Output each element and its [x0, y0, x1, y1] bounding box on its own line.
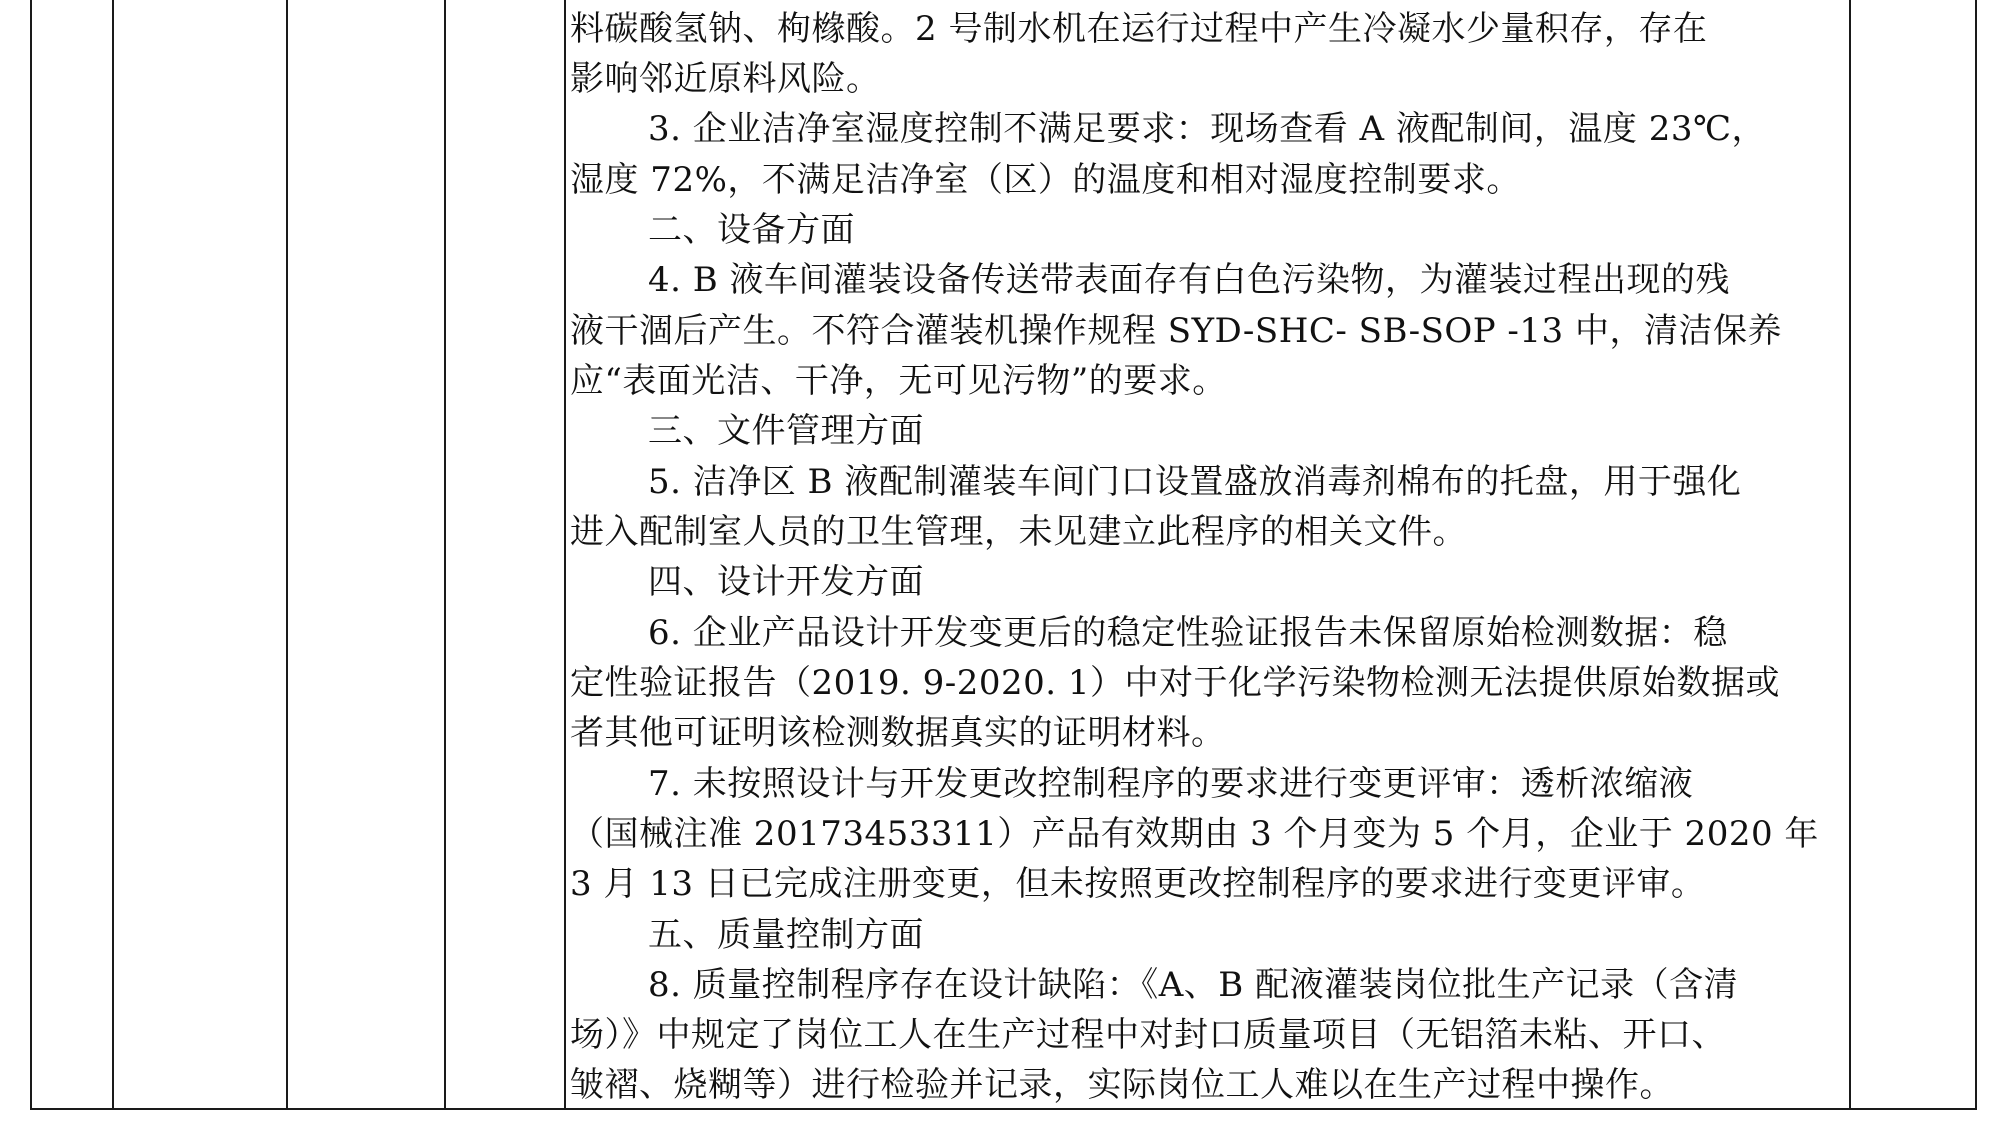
text-line: 液干涸后产生。不符合灌装机操作规程 SYD-SHC- SB-SOP -13 中，清洁保养	[570, 311, 1782, 351]
text-line: 料碳酸氢钠、枸橼酸。2 号制水机在运行过程中产生冷凝水少量积存，存在	[570, 9, 1708, 49]
text-line: 影响邻近原料风险。	[570, 59, 881, 99]
section-heading-quality: 五、质量控制方面	[648, 915, 924, 955]
finding-item-8: 8. 质量控制程序存在设计缺陷：《A、B 配液灌装岗位批生产记录（含清	[648, 965, 1739, 1005]
column-divider-3	[444, 0, 446, 1110]
finding-item-3: 3. 企业洁净室湿度控制不满足要求：现场查看 A 液配制间，温度 23℃，	[648, 109, 1767, 149]
findings-text-cell	[566, 0, 1848, 1110]
table-border-right	[1975, 0, 1977, 1110]
text-line: 者其他可证明该检测数据真实的证明材料。	[570, 713, 1226, 753]
text-line: 进入配制室人员的卫生管理，未见建立此程序的相关文件。	[570, 512, 1467, 552]
text-line: 应“表面光洁、干净，无可见污物”的要求。	[570, 361, 1227, 401]
column-divider-2	[286, 0, 288, 1110]
text-line: 定性验证报告（2019. 9-2020. 1）中对于化学污染物检测无法提供原始数据或	[570, 663, 1781, 703]
text-line: （国械注准 20173453311）产品有效期由 3 个月变为 5 个月，企业于 2020 年	[570, 814, 1819, 854]
finding-item-4: 4. B 液车间灌装设备传送带表面存有白色污染物，为灌装过程出现的残	[648, 260, 1731, 300]
section-heading-documents: 三、文件管理方面	[648, 411, 924, 451]
section-heading-equipment: 二、设备方面	[648, 210, 855, 250]
table-border-left	[30, 0, 32, 1110]
column-divider-5	[1849, 0, 1851, 1110]
text-line: 3 月 13 日已完成注册变更，但未按照更改控制程序的要求进行变更评审。	[570, 864, 1706, 904]
finding-item-5: 5. 洁净区 B 液配制灌装车间门口设置盛放消毒剂棉布的托盘，用于强化	[648, 462, 1742, 502]
text-line: 场）》中规定了岗位工人在生产过程中对封口质量项目（无铝箔未粘、开口、	[570, 1015, 1726, 1055]
finding-item-6: 6. 企业产品设计开发变更后的稳定性验证报告未保留原始检测数据：稳	[648, 613, 1728, 653]
text-line: 皱褶、烧糊等）进行检验并记录，实际岗位工人难以在生产过程中操作。	[570, 1065, 1674, 1105]
column-divider-1	[112, 0, 114, 1110]
section-heading-design: 四、设计开发方面	[648, 562, 924, 602]
text-line: 湿度 72%，不满足洁净室（区）的温度和相对湿度控制要求。	[570, 160, 1521, 200]
finding-item-7: 7. 未按照设计与开发更改控制程序的要求进行变更评审：透析浓缩液	[648, 764, 1694, 804]
